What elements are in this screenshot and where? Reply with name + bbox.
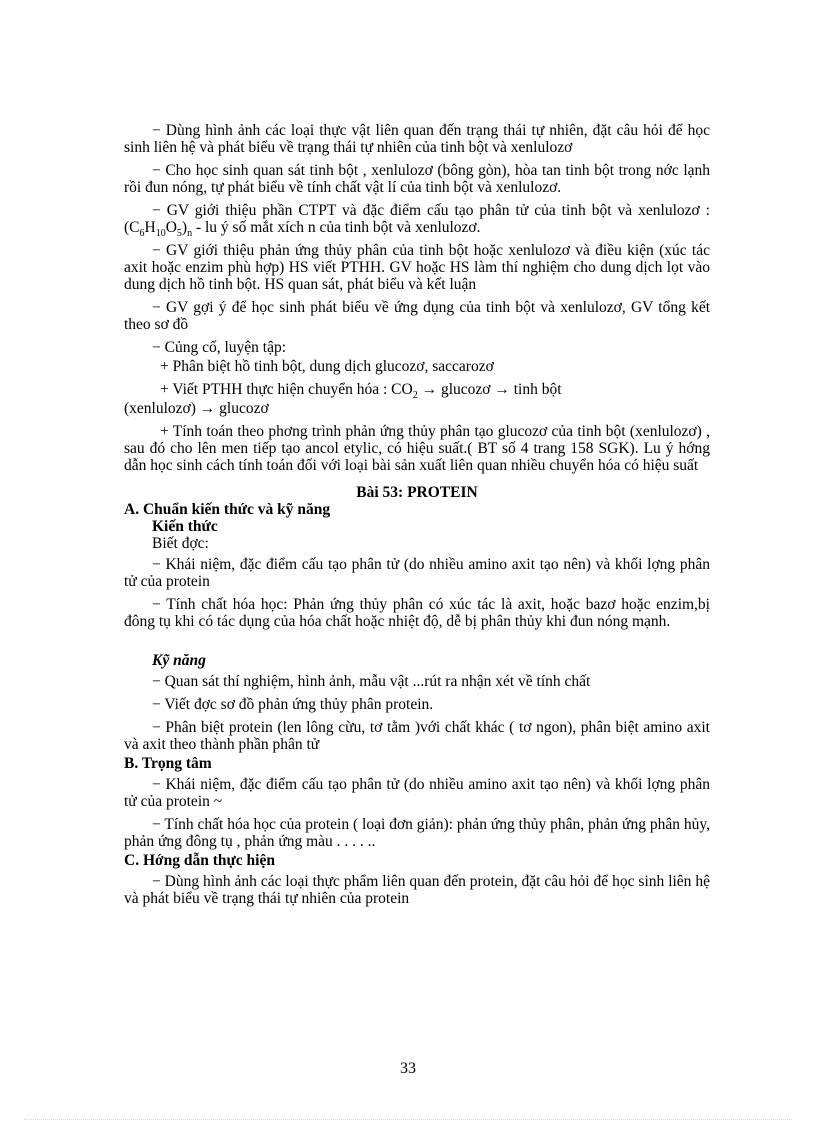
- document-body: [124, 122, 710, 913]
- paragraph-applications: − GV gợi ý để học sinh phát biểu về ứng dụng của tinh bột và xenlulozơ, GV tổng kết theo sơ đồ: [124, 299, 710, 333]
- ctpt-o: O: [165, 219, 177, 236]
- knowledge-item: − Tính chất hóa học: Phản ứng thủy phân có xúc tác là axit, hoặc bazơ hoặc enzim,bị đông tụ khi có tác dụng của hóa chất hoặc nhiệt độ, dễ bị phân thủy khi đun nóng mạnh.: [124, 596, 710, 630]
- ctpt-sub-6: 6: [139, 228, 145, 240]
- know-label: Biết đợc:: [152, 535, 209, 552]
- pthh-text-a: + Viết PTHH thực hiện chuyển hóa : CO: [160, 381, 413, 398]
- section-b-heading: B. Trọng tâm: [124, 755, 212, 772]
- section-c-heading: C. Hớng dẫn thực hiện: [124, 852, 275, 869]
- focus-item: − Tính chất hóa học của protein ( loại đơn giản): phản ứng thủy phân, phản ứng phân hủy, phản ứng đông tụ , phản ứng màu . . . . ..: [124, 816, 710, 850]
- pthh-text-b: → glucozơ → tinh bột: [417, 381, 562, 398]
- page-bottom-divider: [24, 1119, 792, 1120]
- lesson-title: Bài 53: PROTEIN: [356, 484, 478, 501]
- paragraph-hydrolysis: − GV giới thiệu phản ứng thủy phân của tinh bột hoặc xenlulozơ và điều kiện (xúc tác axit hoặc enzim phù hợp) HS viết PTHH. GV hoặc HS làm thí nghiệm cho dung dịch lọt vào dung dịch hồ tinh bột. HS quan sát, phát biểu và kết luận: [124, 242, 710, 293]
- focus-item: − Khái niệm, đặc điểm cấu tạo phân tử (do nhiều amino axit tạo nên) và khối lợng phân tử của protein ~: [124, 776, 710, 810]
- ctpt-h: H: [144, 219, 156, 236]
- guidance-item: − Dùng hình ảnh các loại thực phẩm liên quan đến protein, đặt câu hỏi để học sinh liên hệ và phát biểu về trạng thái tự nhiên của protein: [124, 873, 710, 907]
- skill-item: − Viết đợc sơ đồ phản ứng thủy phân protein.: [152, 696, 434, 713]
- skills-heading: Kỹ năng: [152, 652, 206, 669]
- paragraph-physical-properties: − Cho học sinh quan sát tinh bột , xenlulozơ (bông gòn), hòa tan tinh bột trong nớc lạnh rồi đun nóng, tự phát biểu về tính chất vật lí của tinh bột và xenlulozơ.: [124, 162, 710, 196]
- paragraph-review: − Củng cố, luyện tập:: [152, 339, 287, 356]
- skill-item: − Phân biệt protein (len lông cừu, tơ tằm )với chất khác ( tơ ngon), phân biệt amino axit và axit theo thành phần phân tử: [124, 719, 710, 753]
- review-item-calculation: + Tính toán theo phơng trình phản ứng thủy phân tạo glucozơ của tinh bột (xenlulozơ) , sau đó cho lên men tiếp tạo ancol etylic, có hiệu suất.( BT số 4 trang 158 SGK). Lu ý hớng dẫn học sinh cách tính toán đối với loại bài sản xuất liên quan nhiều chuyển hóa có hiệu suất: [124, 423, 710, 474]
- paragraph-ctpt: [124, 202, 710, 240]
- pthh-sub-2: 2: [412, 390, 418, 402]
- skill-item: − Quan sát thí nghiệm, hình ảnh, mẫu vật ...rút ra nhận xét về tính chất: [152, 673, 591, 690]
- knowledge-heading: Kiến thức: [152, 518, 218, 535]
- review-item-distinguish: + Phân biệt hồ tinh bột, dung dịch glucozơ, saccarozơ: [160, 358, 494, 375]
- review-item-pthh-cont: (xenlulozơ) → glucozơ: [124, 400, 269, 417]
- ctpt-close: ): [181, 219, 188, 236]
- paragraph-natural-state: − Dùng hình ảnh các loại thực vật liên quan đến trạng thái tự nhiên, đặt câu hỏi để học sinh liên hệ và phát biểu về trạng thái tự nhiên của tinh bột và xenlulozơ: [124, 122, 710, 156]
- ctpt-sub-n: n: [187, 228, 193, 240]
- page-number: 33: [400, 1060, 416, 1077]
- ctpt-text-after: - lu ý số mắt xích n của tinh bột và xenlulozơ.: [192, 219, 481, 236]
- section-a-heading: A. Chuẩn kiến thức và kỹ năng: [124, 501, 331, 518]
- knowledge-item: − Khái niệm, đặc điểm cấu tạo phân tử (do nhiều amino axit tạo nên) và khối lợng phân tử của protein: [124, 556, 710, 590]
- ctpt-text-before: − GV giới thiệu phần CTPT và đặc điểm cấu tạo phân tử của tinh bột và xenlulozơ : (C: [124, 202, 710, 236]
- ctpt-sub-10: 10: [155, 228, 166, 240]
- review-item-pthh: [124, 381, 710, 402]
- ctpt-sub-5: 5: [176, 228, 182, 240]
